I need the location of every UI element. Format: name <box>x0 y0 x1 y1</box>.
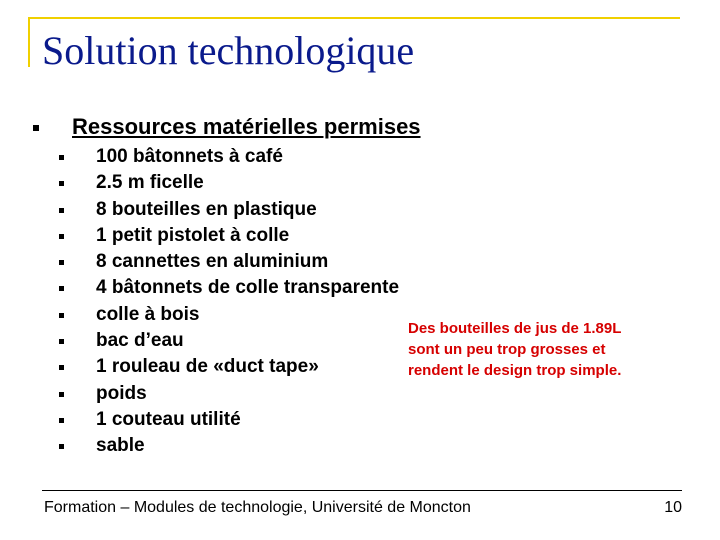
list-item <box>55 302 399 328</box>
list-item <box>55 433 399 459</box>
title-frame-left <box>28 17 30 67</box>
title-frame-top <box>28 17 680 19</box>
design-note: Des bouteilles de jus de 1.89L sont un peu trop grosses et rendent le design trop simple. <box>408 320 622 379</box>
list-item-label: 8 bouteilles en plastique <box>96 198 317 220</box>
list-item-label: 4 bâtonnets de colle transparente <box>96 277 400 299</box>
square-bullet-icon <box>59 313 64 318</box>
square-bullet-icon <box>59 418 64 423</box>
square-bullet-icon <box>59 365 64 370</box>
footer-divider <box>42 490 682 491</box>
list-item <box>55 275 399 301</box>
list-item-label: 2.5 m ficelle <box>96 172 204 194</box>
square-bullet-icon <box>59 181 64 186</box>
square-bullet-icon <box>59 286 64 291</box>
list-item-label: 1 couteau utilité <box>96 408 241 430</box>
square-bullet-icon <box>59 234 64 239</box>
list-item <box>55 328 399 354</box>
list-item <box>55 197 399 223</box>
list-item <box>55 223 399 249</box>
list-item-label: 1 rouleau de «duct tape» <box>96 356 319 378</box>
square-bullet-icon <box>59 339 64 344</box>
list-item-label: 1 petit pistolet à colle <box>96 224 290 246</box>
list-item <box>55 170 399 196</box>
list-item-label: 8 cannettes en aluminium <box>96 251 329 273</box>
slide-title: Solution technologique <box>42 28 415 73</box>
list-item-label: sable <box>96 435 145 457</box>
page-number: 10 <box>664 499 682 516</box>
footer-text: Formation – Modules de technologie, Université de Moncton <box>44 499 471 516</box>
square-bullet-icon <box>59 208 64 213</box>
square-bullet-icon <box>59 260 64 265</box>
list-item-label: 100 bâtonnets à café <box>96 146 283 167</box>
list-item-label: poids <box>96 382 147 404</box>
square-bullet-icon <box>59 392 64 397</box>
square-bullet-icon <box>59 444 64 449</box>
square-bullet-icon <box>59 155 64 160</box>
list-item-label: bac d’eau <box>96 330 184 352</box>
list-item <box>55 249 399 275</box>
resource-list <box>55 144 399 460</box>
list-item-label: colle à bois <box>96 303 200 325</box>
square-bullet-icon <box>33 125 39 131</box>
list-item <box>55 407 399 433</box>
list-item <box>55 144 399 170</box>
list-item <box>55 381 399 407</box>
section-heading: Ressources matérielles permises <box>72 114 421 139</box>
list-item <box>55 354 399 380</box>
